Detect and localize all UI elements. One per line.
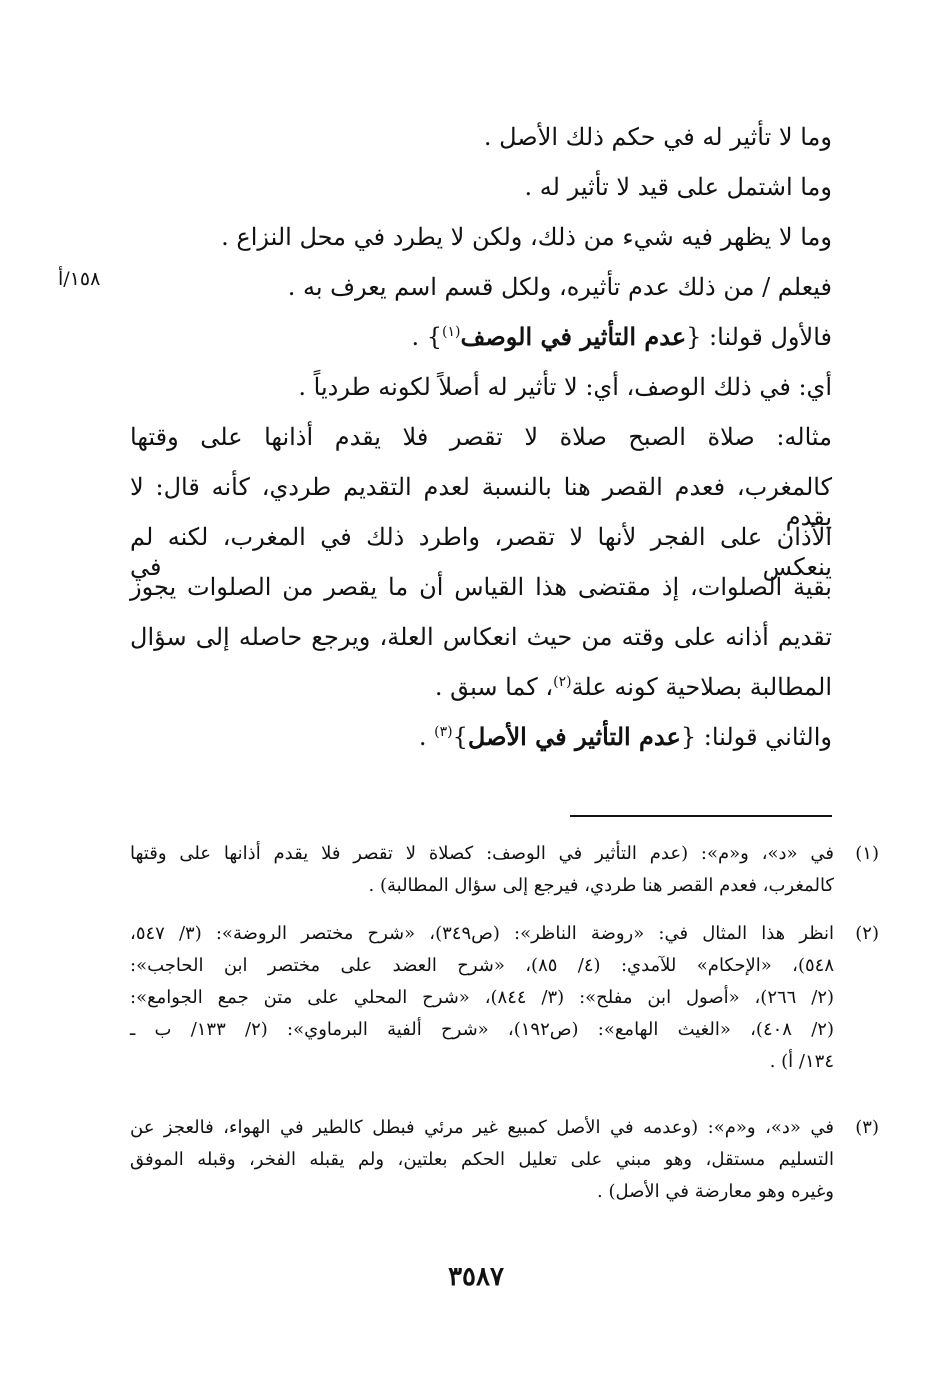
heading-no-effect-in-origin: عدم التأثير في الأصل xyxy=(467,722,681,751)
footnote-3 xyxy=(130,1112,879,1208)
text-line-7: مثاله: صلاة الصبح صلاة لا تقصر فلا يقدم أذانها على وقتها xyxy=(130,423,832,451)
footnote-number: (١) xyxy=(855,843,879,864)
text-line-6: أي: في ذلك الوصف، أي: لا تأثير له أصلاً لكونه طردياً . xyxy=(298,373,832,401)
footnote-ref-2: (٢) xyxy=(553,674,572,690)
footnote-line: انظر هذا المثال في: «روضة الناظر»: (ص٣٤٩)، «شرح مختصر الروضة»: (٣/ ٥٤٧، xyxy=(130,923,834,944)
footnote-separator xyxy=(570,815,832,817)
text-line-3: وما لا يظهر فيه شيء من ذلك، ولكن لا يطرد في محل النزاع . xyxy=(221,223,832,251)
line11-suffix: ، كما سبق . xyxy=(434,673,554,701)
footnote-line: ١٣٤/ أ) . xyxy=(769,1051,834,1072)
footnote-line: التسليم مستقل، وهو مبني على تعليل الحكم بعلتين، ولم يقبله الفخر، وقبله الموفق xyxy=(130,1149,834,1170)
footnote-1 xyxy=(130,838,879,902)
footnote-line: في «د»، و«م»: (وعدمه في الأصل كمبيع غير مرئي فبطل كالطير في الهواء، فالعجز عن xyxy=(130,1117,834,1138)
text-line-11: تقديم أذانه على وقته من حيث انعكاس العلة، ويرجع حاصله إلى سؤال xyxy=(130,623,833,651)
text-line-13 xyxy=(419,722,832,752)
line5-prefix: فالأول قولنا: { xyxy=(686,323,832,351)
line12-suffix: } xyxy=(452,723,468,751)
footnote-line: ٥٤٨)، «الإحكام» للآمدي: (٤/ ٨٥)، «شرح العضد على مختصر ابن الحاجب»: xyxy=(130,955,834,976)
footnote-number: (٢) xyxy=(855,923,879,944)
text-line-5 xyxy=(412,322,832,352)
footnote-line: وغيره وهو معارضة في الأصل) . xyxy=(597,1181,834,1202)
text-line-9: الأذان على الفجر لأنها لا تقصر، واطرد ذلك في المغرب، لكنه لم ينعكس في xyxy=(130,523,832,581)
line12-prefix: والثاني قولنا: { xyxy=(680,723,832,751)
text-line-8: كالمغرب، فعدم القصر هنا بالنسبة لعدم التقديم طردي، كأنه قال: لا يقدم xyxy=(130,473,832,531)
text-line-4: فيعلم / من ذلك عدم تأثيره، ولكل قسم اسم يعرف به . xyxy=(287,273,832,301)
footnote-line: كالمغرب، فعدم القصر هنا طردي، فيرجع إلى سؤال المطالبة) . xyxy=(368,875,834,896)
footnote-2 xyxy=(130,918,879,1078)
heading-no-effect-in-description: عدم التأثير في الوصف xyxy=(460,322,687,351)
text-line-10: بقية الصلوات، إذ مقتضى هذا القياس أن ما يقصر من الصلوات يجوز xyxy=(130,573,832,601)
page-number: ٣٥٨٧ xyxy=(448,1262,504,1292)
footnote-line: (٢/ ٤٠٨)، «الغيث الهامع»: (ص١٩٢)، «شرح ألفية البرماوي»: (٢/ ١٣٣/ ب ـ xyxy=(130,1019,834,1040)
text-line-2: وما اشتمل على قيد لا تأثير له . xyxy=(524,173,832,201)
line11-text: المطالبة بصلاحية كونه علة xyxy=(571,673,832,701)
line12-end: . xyxy=(418,723,435,751)
line5-suffix: } . xyxy=(411,323,443,351)
text-line-12 xyxy=(435,672,832,702)
footnote-number: (٣) xyxy=(855,1117,879,1138)
footnote-line: في «د»، و«م»: (عدم التأثير في الوصف: كصلاة لا تقصر فلا يقدم أذانها على وقتها xyxy=(130,843,834,864)
footnote-line: (٢/ ٢٦٦)، «أصول ابن مفلح»: (٣/ ٨٤٤)، «شرح المحلي على متن جمع الجوامع»: xyxy=(130,987,835,1008)
manuscript-folio-ref: ١٥٨/أ xyxy=(58,268,101,290)
text-line-1: وما لا تأثير له في حكم ذلك الأصل . xyxy=(483,123,832,151)
footnote-ref-1: (١) xyxy=(442,324,461,340)
footnote-ref-3: (٣) xyxy=(434,724,453,740)
